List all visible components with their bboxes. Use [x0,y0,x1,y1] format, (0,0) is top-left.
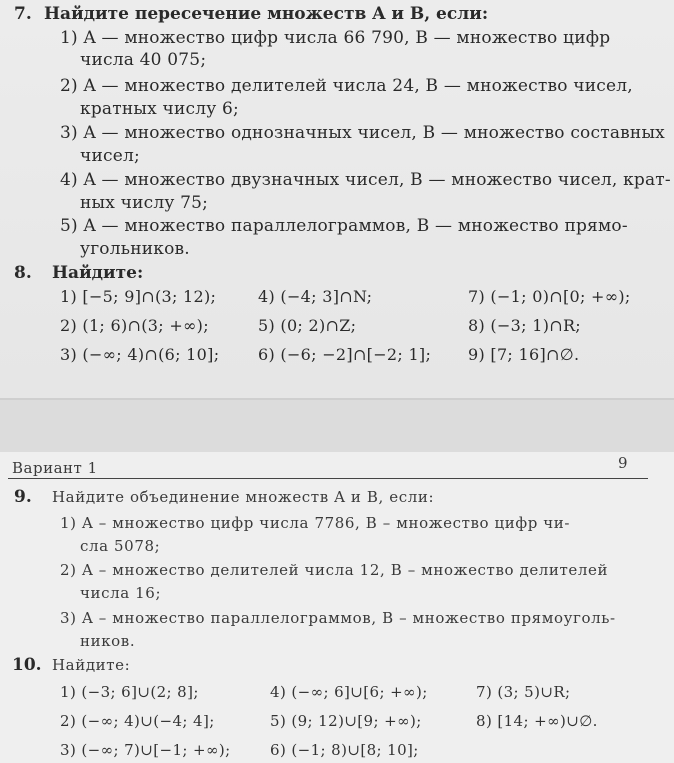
task-10-item: 1) (−3; 6]∪(2; 8]; [60,683,199,701]
variant-label: Вариант 1 [12,459,98,477]
task-10-title: Найдите: [52,656,131,674]
task-8-item: 4) (−4; 3]∩N; [258,287,373,306]
task-10-item: 6) (−1; 8)∪[8; 10]; [270,741,419,759]
task-7-line: 1) A — множество цифр числа 66 790, B — множество цифр [60,28,611,48]
task-7-line: угольников. [80,239,190,259]
task-7-line: ных числу 75; [80,193,209,213]
task-9-line: числа 16; [80,584,162,602]
task-7-line: 4) A — множество двузначных чисел, B — множество чисел, крат- [60,170,671,190]
task-8-item: 8) (−3; 1)∩R; [468,316,581,335]
task-10-item: 8) [14; +∞)∪∅. [476,712,598,730]
task-10-item: 4) (−∞; 6]∪[6; +∞); [270,683,428,701]
task-7-line: кратных числу 6; [80,99,239,119]
task-9-line: ников. [80,632,136,650]
task-7-line: 2) A — множество делителей числа 24, B — множество чисел, [60,76,633,96]
task-9-number: 9. [14,487,32,507]
page-edge [0,398,674,400]
task-8-title: Найдите: [52,263,144,283]
task-10-item: 5) (9; 12)∪[9; +∞); [270,712,422,730]
task-7-number: 7. [14,4,32,24]
task-8-number: 8. [14,263,32,283]
task-9-line: 2) A – множество делителей числа 12, B – множество делителей [60,561,609,579]
task-8-item: 7) (−1; 0)∩[0; +∞); [468,287,631,306]
task-8-item: 2) (1; 6)∩(3; +∞); [60,316,209,335]
task-7-line: чисел; [80,146,140,166]
task-9-line: 1) A – множество цифр числа 7786, B – множество цифр чи- [60,514,571,532]
task-10-item: 2) (−∞; 4)∪(−4; 4]; [60,712,215,730]
task-8-item: 9) [7; 16]∩∅. [468,345,580,364]
page-number: 9 [618,454,629,472]
task-9-line: сла 5078; [80,537,161,555]
task-7-line: числа 40 075; [80,50,207,70]
task-10-number: 10. [12,655,42,675]
task-9-title: Найдите объединение множеств A и B, если: [52,488,435,506]
task-10-item: 3) (−∞; 7)∪[−1; +∞); [60,741,231,759]
task-9-line: 3) A – множество параллелограммов, B – множество прямоуголь- [60,609,616,627]
task-7-line: 3) A — множество однозначных чисел, B — множество составных [60,123,665,143]
task-8-item: 5) (0; 2)∩Z; [258,316,357,335]
page-gap [0,400,674,452]
task-8-item: 1) [−5; 9]∩(3; 12); [60,287,217,306]
task-8-item: 3) (−∞; 4)∩(6; 10]; [60,345,220,364]
header-rule [8,478,648,479]
task-10-item: 7) (3; 5)∪R; [476,683,571,701]
task-8-item: 6) (−6; −2]∩[−2; 1]; [258,345,432,364]
task-7-title: Найдите пересечение множеств A и B, если: [44,4,489,24]
task-7-line: 5) A — множество параллелограммов, B — множество прямо- [60,216,628,236]
